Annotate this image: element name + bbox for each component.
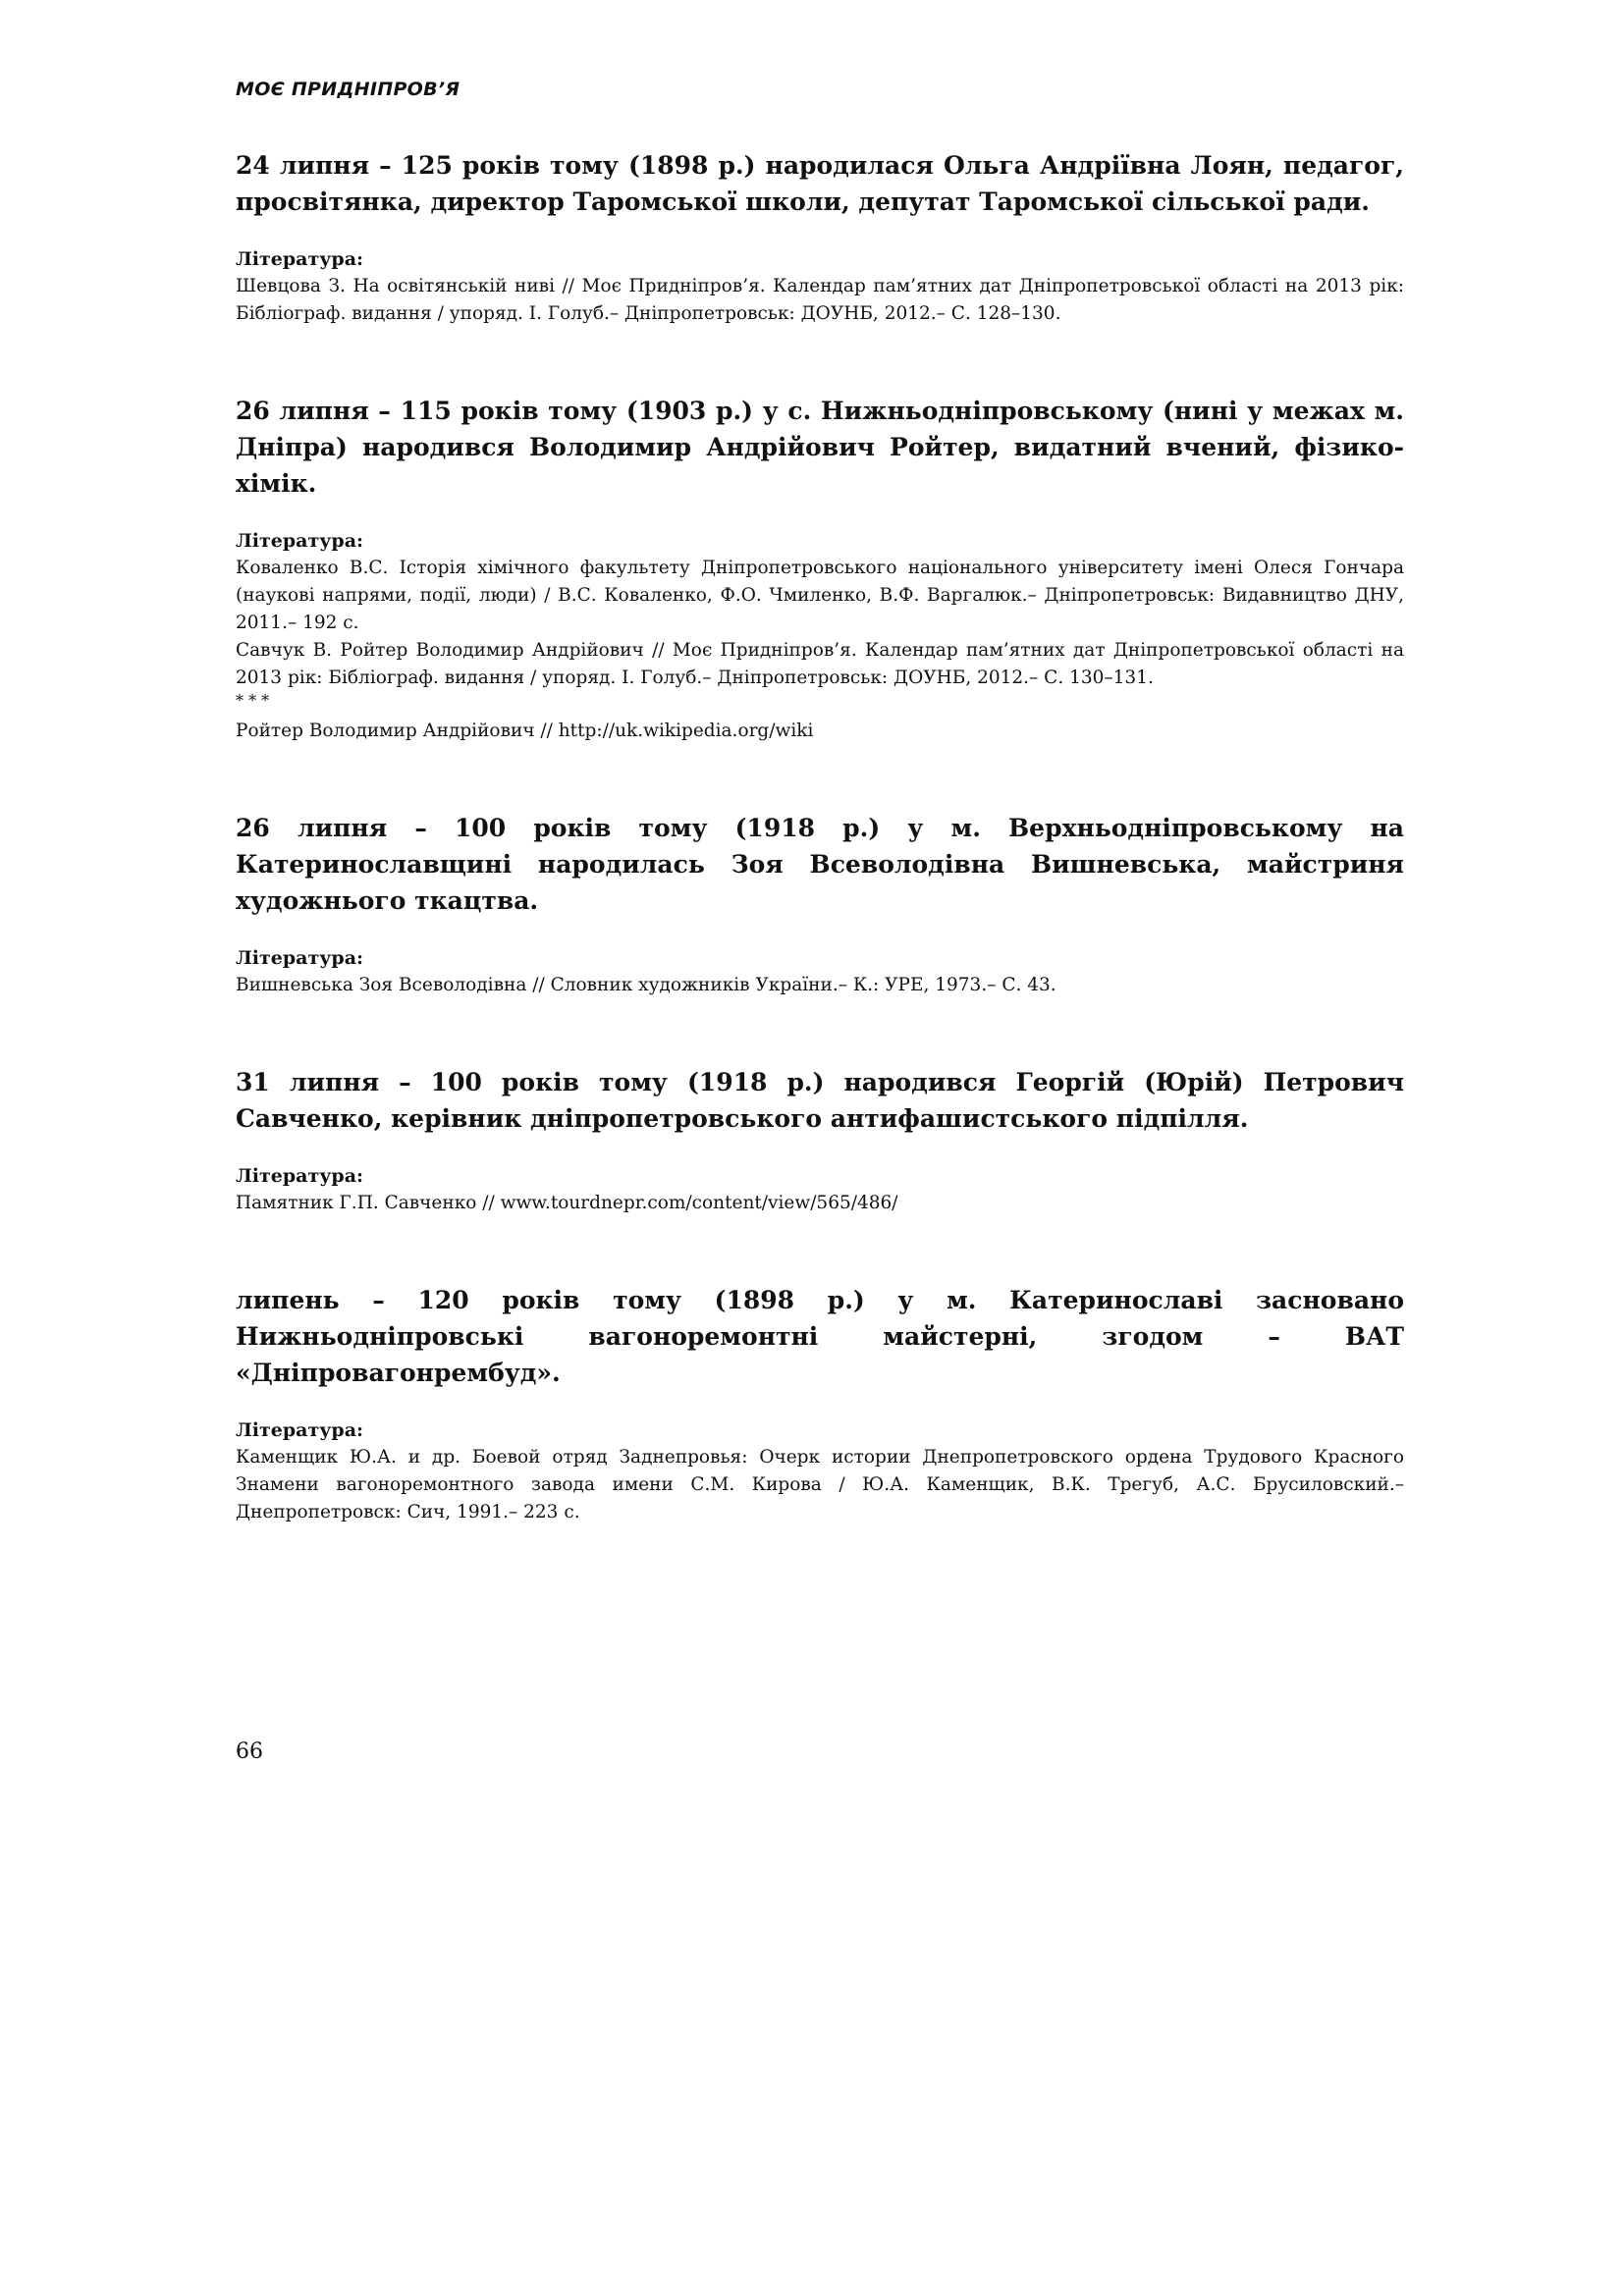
entry-title: липень – 120 років тому (1898 р.) у м. Катеринославі засновано Нижньодніпровські вагоноремонтні майстерні, згодом – ВАТ «Дніпровагонрембуд». bbox=[236, 1286, 1404, 1387]
entry-savchenko bbox=[236, 1064, 1404, 1217]
entry-title: 24 липня – 125 років тому (1898 р.) народилася Ольга Андріївна Лоян, педагог, просвітянка, директор Таромської школи, депутат Таромської сільської ради. bbox=[236, 151, 1404, 216]
entry-loian bbox=[236, 147, 1404, 328]
reference-item: Шевцова З. На освітянській ниві // Моє Придніпров’я. Календар пам’ятних дат Дніпропетровської області на 2013 рік: Бібліограф. видання / упоряд. І. Голуб.– Дніпропетровськ: ДОУНБ, 2012.– С. 128–130. bbox=[236, 276, 1404, 324]
reference-item: Коваленко В.С. Історія хімічного факультету Дніпропетровського національного університету імені Олеся Гончара (наукові напрями, події, люди) / В.С. Коваленко, Ф.О. Чмиленко, В.Ф. Варгалюк.– Дніпропетровськ: Видавництво ДНУ, 2011.– 192 с. bbox=[236, 558, 1404, 633]
reference-item: Вишневська Зоя Всеволодівна // Словник художників України.– К.: УРЕ, 1973.– С. 43. bbox=[236, 975, 1056, 995]
literature-label: Література: bbox=[236, 530, 364, 552]
running-header: МОЄ ПРИДНІПРОВ’Я bbox=[236, 79, 460, 100]
entry-title: 31 липня – 100 років тому (1918 р.) народився Георгій (Юрій) Петрович Савченко, керівник дніпропетровського антифашистського підпілля. bbox=[236, 1068, 1404, 1133]
page-number: 66 bbox=[236, 1739, 263, 1764]
entry-title: 26 липня – 100 років тому (1918 р.) у м. Верхньодніпровському на Катеринославщині народилась Зоя Всеволодівна Вишневська, майстриня художнього ткацтва. bbox=[236, 814, 1404, 915]
separator-stars: * * * bbox=[236, 691, 270, 710]
literature-label: Література: bbox=[236, 248, 364, 270]
entry-title: 26 липня – 115 років тому (1903 р.) у с. Нижньодніпровському (нині у межах м. Дніпра) народився Володимир Андрійович Ройтер, видатний вчений, фізико-хімік. bbox=[236, 397, 1404, 498]
literature-label: Література: bbox=[236, 1165, 364, 1187]
entry-dniprovahonrembud bbox=[236, 1282, 1404, 1526]
calendar-entries bbox=[236, 147, 1404, 1591]
reference-item: Савчук В. Ройтер Володимир Андрійович // Моє Придніпров’я. Календар пам’ятних дат Дніпропетровської області на 2013 рік: Бібліограф. видання / упоряд. І. Голуб.– Дніпропетровськ: ДОУНБ, 2012.– С. 130–131. bbox=[236, 640, 1404, 688]
entry-roiter bbox=[236, 393, 1404, 745]
literature-label: Література: bbox=[236, 947, 364, 969]
entry-vyshnevska bbox=[236, 810, 1404, 999]
reference-item: Каменщик Ю.А. и др. Боевой отряд Заднепровья: Очерк истории Днепропетровского ордена Трудового Красного Знамени вагоноремонтного завода имени С.М. Кирова / Ю.А. Каменщик, В.К. Трегуб, А.С. Брусиловский.– Днепропетровск: Сич, 1991.– 223 с. bbox=[236, 1447, 1404, 1522]
reference-web-link: Памятник Г.П. Савченко // www.tourdnepr.com/content/view/565/486/ bbox=[236, 1193, 898, 1213]
literature-label: Література: bbox=[236, 1419, 364, 1441]
reference-web-link: Ройтер Володимир Андрійович // http://uk.wikipedia.org/wiki bbox=[236, 721, 814, 741]
